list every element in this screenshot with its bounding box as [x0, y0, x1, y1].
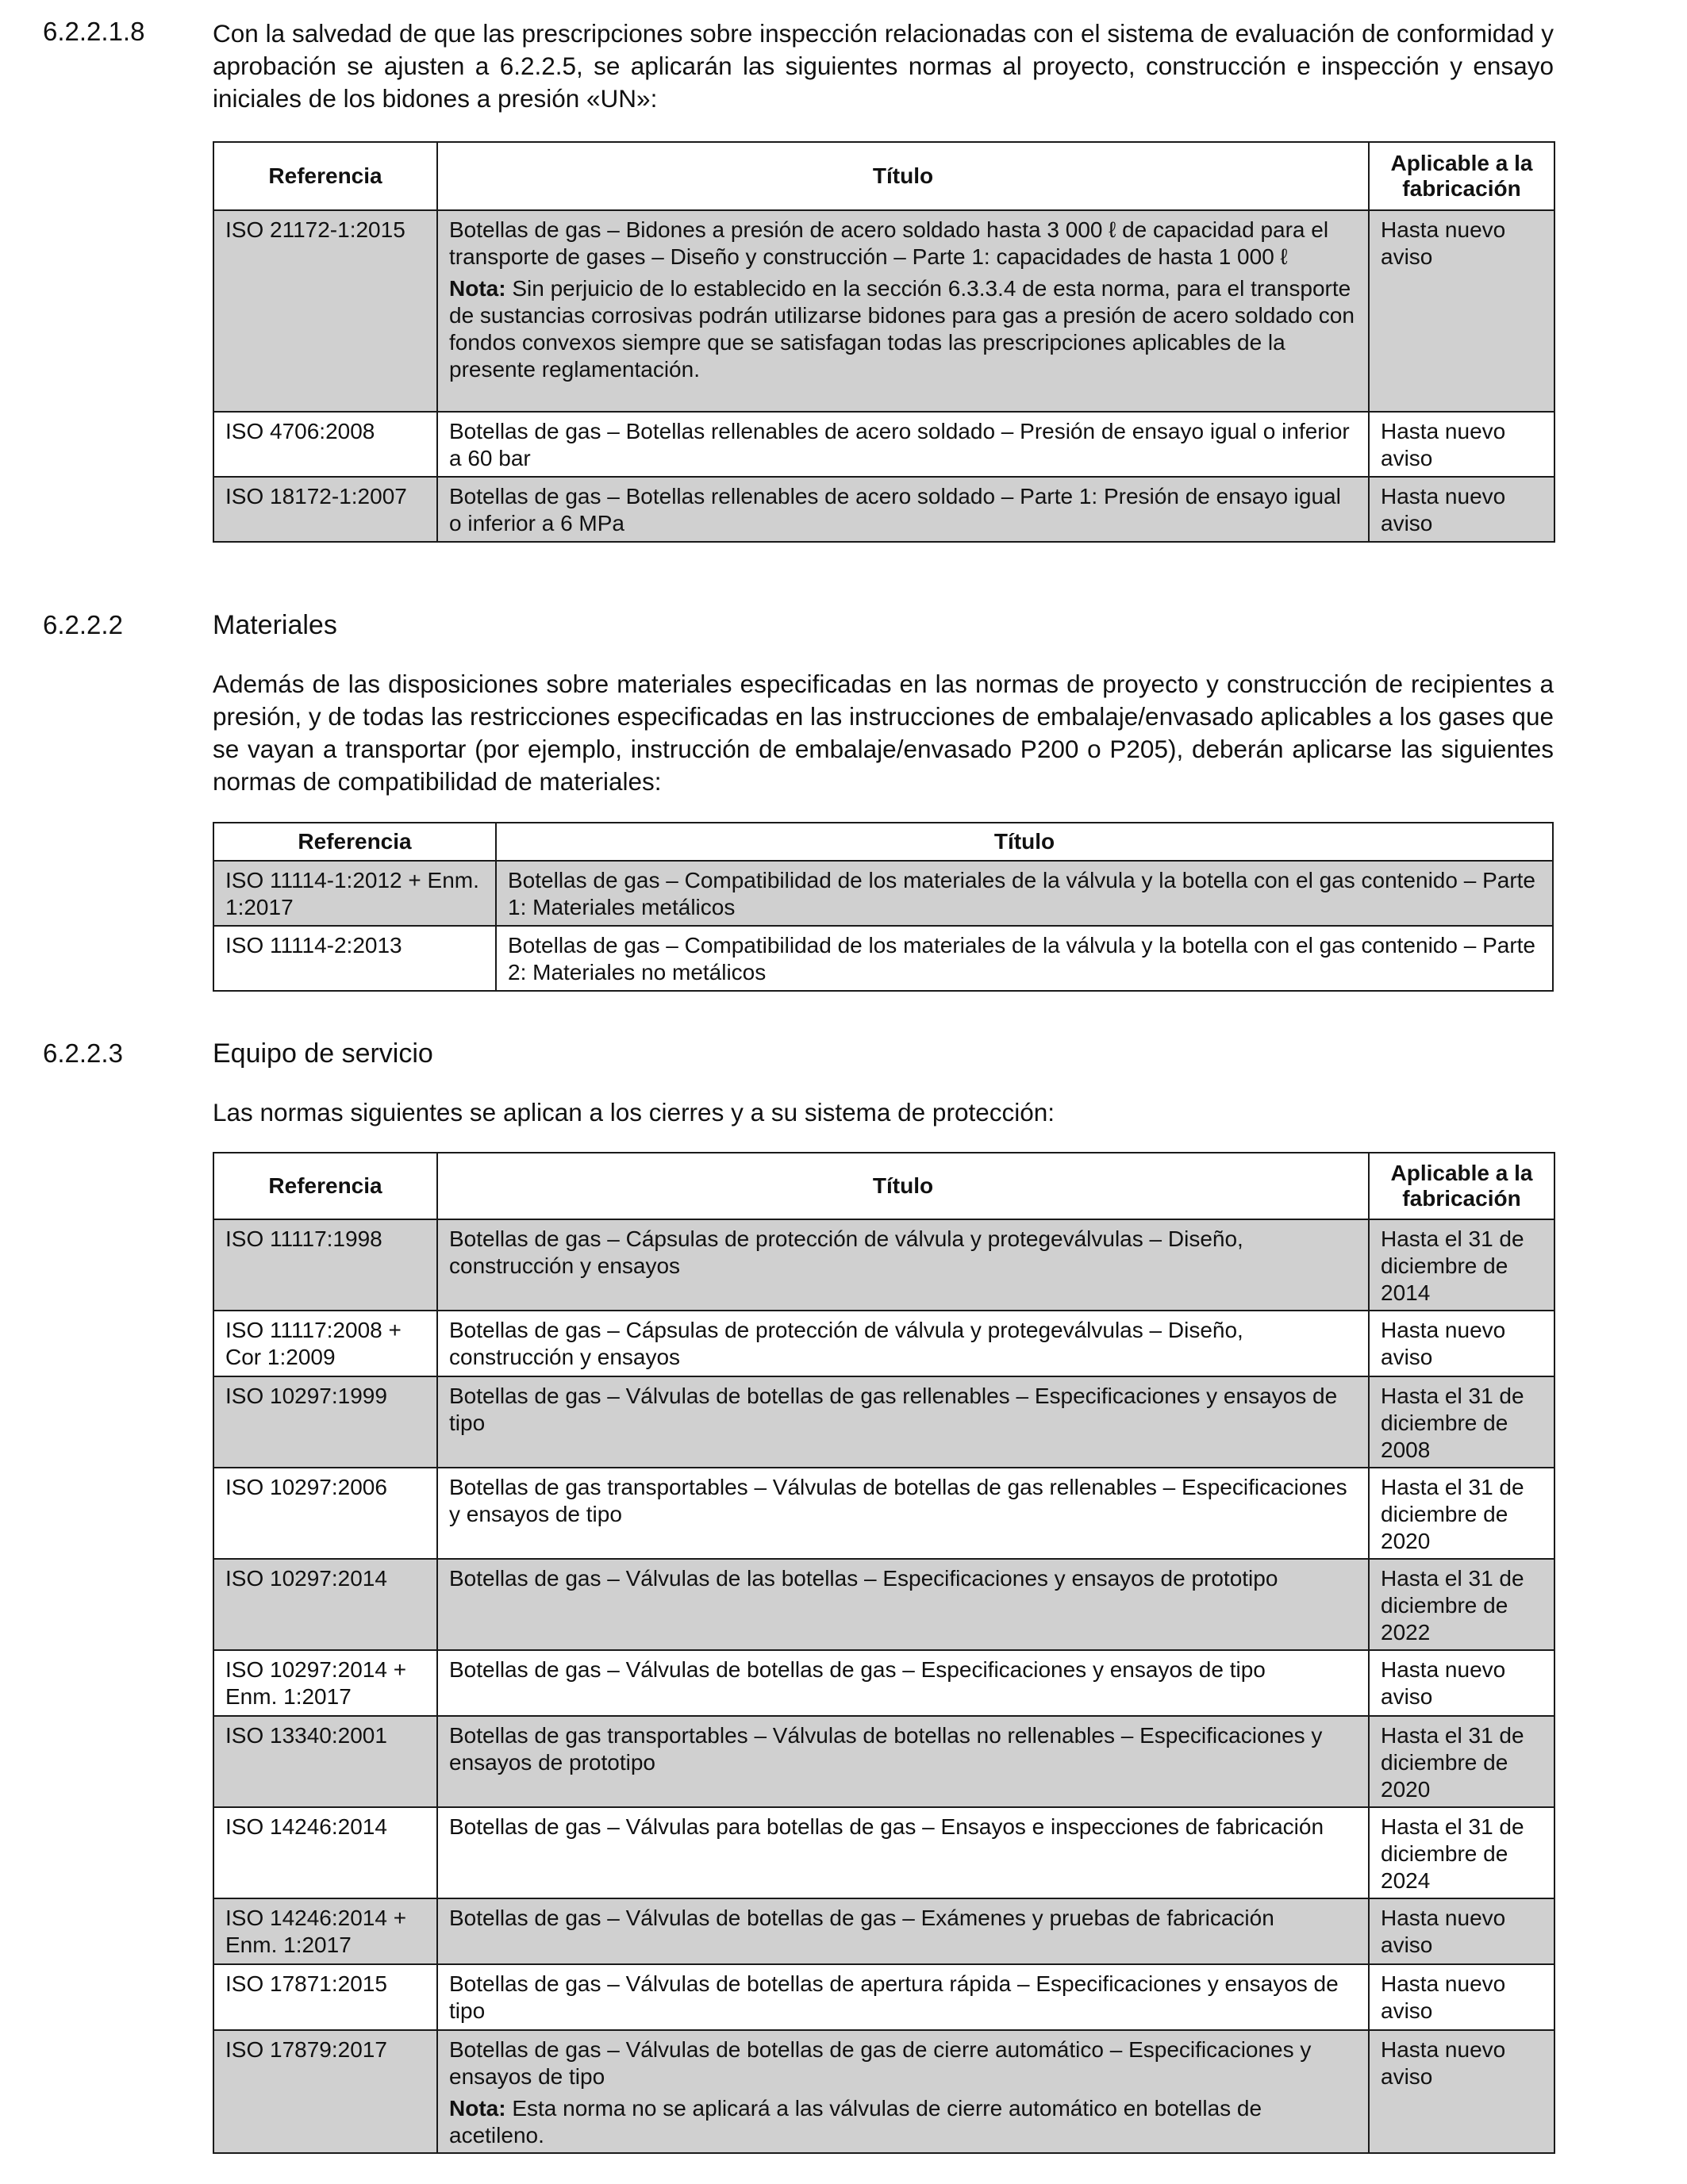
- cell-reference: ISO 21172-1:2015: [213, 210, 437, 412]
- table-row: [213, 1559, 1554, 1650]
- note-body: Esta norma no se aplicará a las válvulas de cierre automático en botellas de acetileno.: [449, 2096, 1262, 2148]
- cell-title: Botellas de gas – Válvulas de botellas de gas – Especificaciones y ensayos de tipo: [437, 1650, 1369, 1716]
- note-text: [449, 275, 1357, 383]
- cell-applicable: Hasta nuevo aviso: [1369, 1311, 1554, 1376]
- cell-title: [437, 210, 1369, 412]
- cell-reference: ISO 11117:2008 + Cor 1:2009: [213, 1311, 437, 1376]
- cell-title: Botellas de gas transportables – Válvulas de botellas de gas rellenables – Especificaciones y ensayos de tipo: [437, 1468, 1369, 1559]
- standards-table-construction: [213, 141, 1555, 543]
- section-paragraph: Con la salvedad de que las prescripciones sobre inspección relacionadas con el sistema de evaluación de conformidad y aprobación se ajusten a 6.2.2.5, se aplicarán las siguientes normas al proyecto, construcción e inspección y ensayo iniciales de los bidones a presión «UN»:: [213, 19, 1554, 113]
- title-text: Botellas de gas – Válvulas de botellas de gas de cierre automático – Especificaciones y ensayos de tipo: [449, 2037, 1312, 2089]
- cell-applicable: Hasta nuevo aviso: [1369, 2030, 1554, 2153]
- note-label: Nota:: [449, 2096, 506, 2121]
- table-row: [213, 1964, 1554, 2030]
- cell-title: Botellas de gas – Cápsulas de protección de válvula y protegeválvulas – Diseño, construcción y ensayos: [437, 1219, 1369, 1311]
- note-body: Sin perjuicio de lo establecido en la sección 6.3.3.4 de esta norma, para el transporte de sustancias corrosivas podrán utilizarse bidones para gas a presión de acero soldado con fondos convexos siempre que se satisfagan todas las prescripciones aplicables de la presente reglamentación.: [449, 276, 1355, 382]
- table-row: [213, 1219, 1554, 1311]
- section-number: 6.2.2.2: [43, 610, 123, 639]
- cell-applicable: Hasta nuevo aviso: [1369, 477, 1554, 542]
- cell-title: Botellas de gas transportables – Válvulas de botellas no rellenables – Especificaciones y ensayos de prototipo: [437, 1716, 1369, 1807]
- cell-applicable: Hasta el 31 de diciembre de 2022: [1369, 1559, 1554, 1650]
- cell-reference: ISO 17871:2015: [213, 1964, 437, 2030]
- cell-reference: ISO 4706:2008: [213, 412, 437, 477]
- table-header-row: [213, 142, 1554, 210]
- section-number: 6.2.2.1.8: [43, 17, 145, 46]
- title-text: Botellas de gas – Bidones a presión de acero soldado hasta 3 000 ℓ de capacidad para el transporte de gases – Diseño y construcción – Parte 1: capacidades de hasta 1 000 ℓ: [449, 217, 1329, 269]
- header-reference: Referencia: [213, 1153, 437, 1219]
- cell-reference: ISO 14246:2014 + Enm. 1:2017: [213, 1898, 437, 1964]
- table-row: [213, 210, 1554, 412]
- header-reference: Referencia: [213, 142, 437, 210]
- cell-applicable: Hasta el 31 de diciembre de 2014: [1369, 1219, 1554, 1311]
- table-row: [213, 861, 1553, 926]
- section-title: Equipo de servicio: [213, 1038, 433, 1069]
- standards-table-materials: [213, 822, 1554, 992]
- cell-applicable: Hasta el 31 de diciembre de 2020: [1369, 1716, 1554, 1807]
- header-title: Título: [496, 823, 1553, 861]
- cell-applicable: Hasta el 31 de diciembre de 2020: [1369, 1468, 1554, 1559]
- header-title: Título: [437, 1153, 1369, 1219]
- cell-applicable: Hasta nuevo aviso: [1369, 1964, 1554, 2030]
- table-row: [213, 412, 1554, 477]
- cell-reference: ISO 11114-1:2012 + Enm. 1:2017: [213, 861, 496, 926]
- cell-title: Botellas de gas – Válvulas de botellas de apertura rápida – Especificaciones y ensayos de tipo: [437, 1964, 1369, 2030]
- standards-table-service-equipment: [213, 1152, 1555, 2154]
- cell-reference: ISO 18172-1:2007: [213, 477, 437, 542]
- cell-reference: ISO 10297:2014 + Enm. 1:2017: [213, 1650, 437, 1716]
- cell-title: Botellas de gas – Válvulas para botellas de gas – Ensayos e inspecciones de fabricación: [437, 1807, 1369, 1898]
- cell-title: Botellas de gas – Botellas rellenables de acero soldado – Presión de ensayo igual o inferior a 60 bar: [437, 412, 1369, 477]
- table-row: [213, 477, 1554, 542]
- cell-reference: ISO 11117:1998: [213, 1219, 437, 1311]
- cell-reference: ISO 10297:1999: [213, 1376, 437, 1468]
- table-row: [213, 1468, 1554, 1559]
- cell-title: Botellas de gas – Compatibilidad de los materiales de la válvula y la botella con el gas contenido – Parte 1: Materiales metálicos: [496, 861, 1553, 926]
- cell-reference: ISO 14246:2014: [213, 1807, 437, 1898]
- table-row: [213, 2030, 1554, 2153]
- header-applicable: Aplicable a la fabricación: [1369, 1153, 1554, 1219]
- cell-applicable: Hasta el 31 de diciembre de 2024: [1369, 1807, 1554, 1898]
- table-row: [213, 1716, 1554, 1807]
- cell-title: Botellas de gas – Válvulas de botellas de gas – Exámenes y pruebas de fabricación: [437, 1898, 1369, 1964]
- table-row: [213, 1650, 1554, 1716]
- cell-title: Botellas de gas – Botellas rellenables de acero soldado – Parte 1: Presión de ensayo igual o inferior a 6 MPa: [437, 477, 1369, 542]
- table-row: [213, 926, 1553, 991]
- section-paragraph: Las normas siguientes se aplican a los cierres y a su sistema de protección:: [213, 1098, 1055, 1127]
- cell-applicable: Hasta nuevo aviso: [1369, 1898, 1554, 1964]
- note-text: [449, 2095, 1357, 2149]
- table-row: [213, 1311, 1554, 1376]
- header-reference: Referencia: [213, 823, 496, 861]
- header-title: Título: [437, 142, 1369, 210]
- cell-title: Botellas de gas – Válvulas de las botellas – Especificaciones y ensayos de prototipo: [437, 1559, 1369, 1650]
- section-number: 6.2.2.3: [43, 1038, 123, 1068]
- cell-title: Botellas de gas – Cápsulas de protección de válvula y protegeválvulas – Diseño, construcción y ensayos: [437, 1311, 1369, 1376]
- cell-title: Botellas de gas – Compatibilidad de los materiales de la válvula y la botella con el gas contenido – Parte 2: Materiales no metálicos: [496, 926, 1553, 991]
- cell-reference: ISO 10297:2014: [213, 1559, 437, 1650]
- cell-applicable: Hasta nuevo aviso: [1369, 412, 1554, 477]
- table-row: [213, 1898, 1554, 1964]
- cell-title: [437, 2030, 1369, 2153]
- cell-title: Botellas de gas – Válvulas de botellas de gas rellenables – Especificaciones y ensayos de tipo: [437, 1376, 1369, 1468]
- cell-applicable: Hasta nuevo aviso: [1369, 210, 1554, 412]
- table-header-row: [213, 1153, 1554, 1219]
- section-title: Materiales: [213, 610, 337, 640]
- cell-applicable: Hasta nuevo aviso: [1369, 1650, 1554, 1716]
- table-row: [213, 1376, 1554, 1468]
- table-row: [213, 1807, 1554, 1898]
- cell-reference: ISO 13340:2001: [213, 1716, 437, 1807]
- note-label: Nota:: [449, 276, 506, 301]
- section-paragraph: Además de las disposiciones sobre materiales especificadas en las normas de proyecto y construcción de recipientes a presión, y de todas las restricciones especificadas en las instrucciones de embalaje/envasado aplicables a los gases que se vayan a transportar (por ejemplo, instrucción de embalaje/envasado P200 o P205), deberán aplicarse las siguientes normas de compatibilidad de materiales:: [213, 670, 1554, 796]
- cell-reference: ISO 17879:2017: [213, 2030, 437, 2153]
- table-header-row: [213, 823, 1553, 861]
- cell-reference: ISO 10297:2006: [213, 1468, 437, 1559]
- cell-applicable: Hasta el 31 de diciembre de 2008: [1369, 1376, 1554, 1468]
- cell-reference: ISO 11114-2:2013: [213, 926, 496, 991]
- header-applicable: Aplicable a la fabricación: [1369, 142, 1554, 210]
